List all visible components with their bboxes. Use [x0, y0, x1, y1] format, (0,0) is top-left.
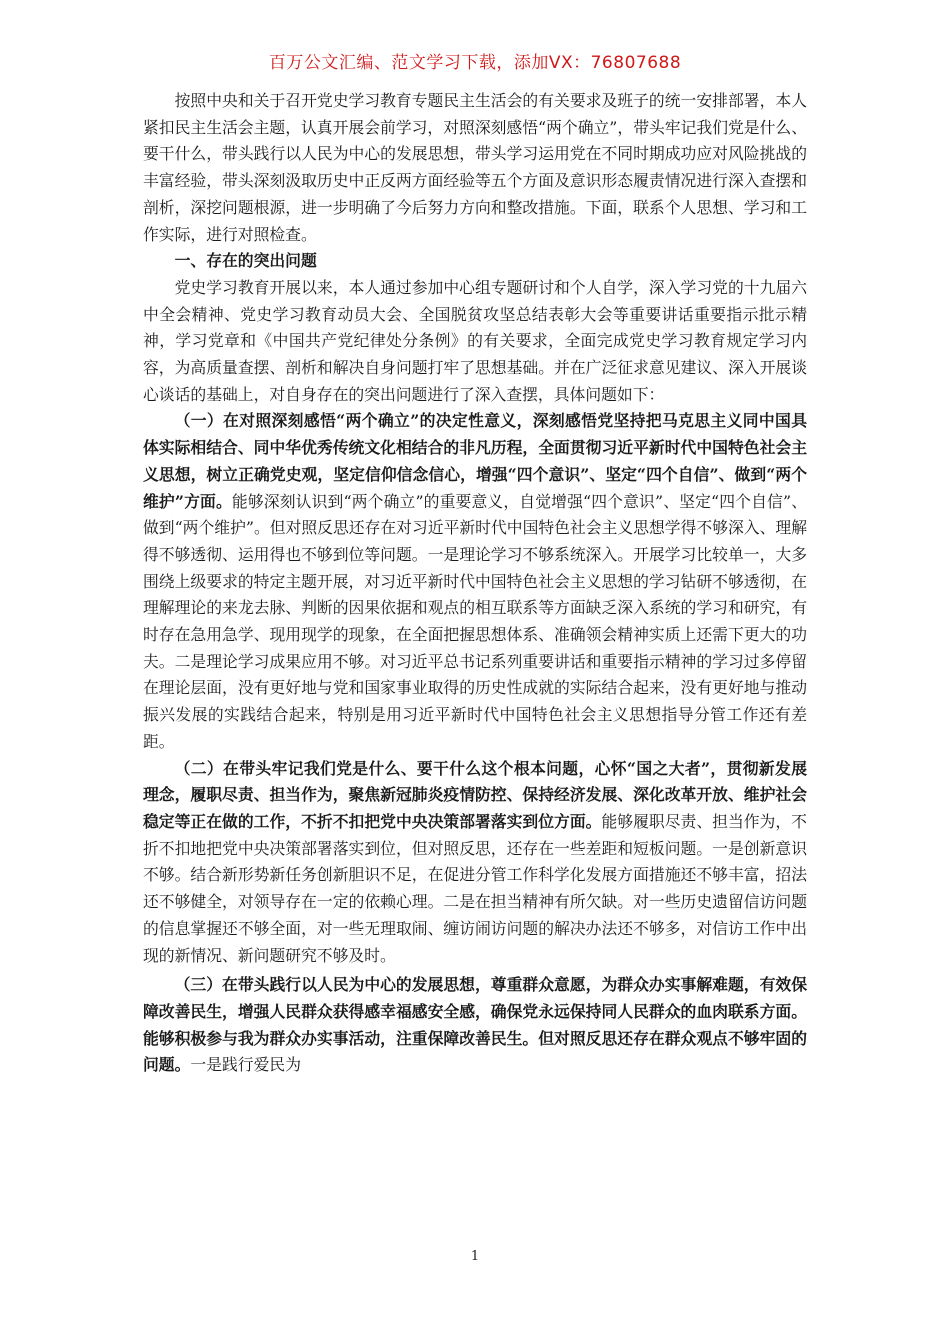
section-2-title: （二）在带头牢记我们党是什么、要干什么这个根本问题，心怀“国之大者”，贯彻新发展理念，履职尽责、担当作为，聚焦新冠肺炎疫情防控、保持经济发展、深化改革开放、维护社会稳定等正在做的工作，不折不扣把党中央决策部署落实到位方面。 [143, 758, 807, 831]
intro-paragraph: 按照中央和关于召开党史学习教育专题民主生活会的有关要求及班子的统一安排部署，本人紧扣民主生活会主题，认真开展会前学习，对照深刻感悟“两个确立”，带头牢记我们党是什么、要干什么，带头践行以人民为中心的发展思想，带头学习运用党在不同时期成功应对风险挑战的丰富经验，带头深刻汲取历史中正反两方面经验等五个方面及意识形态履责情况进行深入查摆和剖析，深挖问题根源，进一步明确了今后努力方向和整改措施。下面，联系个人思想、学习和工作实际，进行对照检查。 [143, 91, 807, 244]
section-1-paragraph [143, 408, 807, 755]
section-3-text: 一是践行爱民为 [190, 1055, 301, 1075]
section-1-title: （一）在对照深刻感悟“两个确立”的决定性意义，深刻感悟党坚持把马克思主义同中国具体实际相结合、同中华优秀传统文化相结合的非凡历程，全面贯彻习近平新时代中国特色社会主义思想，树立正确党史观，坚定信仰信念信心，增强“四个意识”、坚定“四个自信”、做到“两个维护”方面。 [143, 411, 807, 511]
section-1-text: 能够深刻认识到“两个确立”的重要意义，自觉增强“四个意识”、坚定“四个自信”、做到“两个维护”。但对照反思还存在对习近平新时代中国特色社会主义思想学得不够深入、理解得不够透彻、运用得也不够到位等问题。一是理论学习不够系统深入。开展学习比较单一，大多围绕上级要求的特定主题开展，对习近平新时代中国特色社会主义思想的学习钻研不够透彻，在理解理论的来龙去脉、判断的因果依据和观点的相互联系等方面缺乏深入系统的学习和研究，有时存在急用急学、现用现学的现象，在全面把握思想体系、准确领会精神实质上还需下更大的功夫。二是理论学习成果应用不够。对习近平总书记系列重要讲话和重要指示精神的学习过多停留在理论层面，没有更好地与党和国家事业取得的历史性成就的实际结合起来，没有更好地与推动振兴发展的实践结合起来，特别是用习近平新时代中国特色社会主义思想指导分管工作还有差距。 [143, 491, 807, 751]
overview-paragraph: 党史学习教育开展以来，本人通过参加中心组专题研讨和个人自学，深入学习党的十九届六中全会精神、党史学习教育动员大会、全国脱贫攻坚总结表彰大会等重要讲话重要指示批示精神，学习党章和《中国共产党纪律处分条例》的有关要求，全面完成党史学习教育规定学习内容，为高质量查摆、剖析和解决自身问题打牢了思想基础。并在广泛征求意见建议、深入开展谈心谈话的基础上，对自身存在的突出问题进行了深入查摆，具体问题如下： [143, 277, 807, 404]
document-body [143, 88, 807, 1079]
section-2-paragraph [143, 756, 807, 970]
section-3-paragraph [143, 972, 807, 1079]
section-heading: 一、存在的突出问题 [174, 251, 317, 271]
page-number: 1 [470, 1249, 480, 1264]
section-2-text: 能够履职尽责、担当作为，不折不扣地把党中央决策部署落实到位，但对照反思，还存在一些差距和短板问题。一是创新意识不够。结合新形势新任务创新胆识不足，在促进分管工作科学化发展方面措施还不够丰富，招法还不够健全，对领导存在一定的依赖心理。二是在担当精神有所欠缺。对一些历史遗留信访问题的信息掌握还不够全面，对一些无理取闹、缠访闹访问题的解决办法还不够多，对信访工作中出现的新情况、新问题研究不够及时。 [143, 811, 807, 965]
watermark-header: 百万公文汇编、范文学习下载，添加VX：76807688 [268, 53, 682, 73]
section-3-title: （三）在带头践行以人民为中心的发展思想，尊重群众意愿，为群众办实事解难题，有效保障改善民生，增强人民群众获得感幸福感安全感，确保党永远保持同人民群众的血肉联系方面。能够积极参与我为群众办实事活动，注重保障改善民生。但对照反思还存在群众观点不够牢固的问题。 [143, 975, 807, 1075]
